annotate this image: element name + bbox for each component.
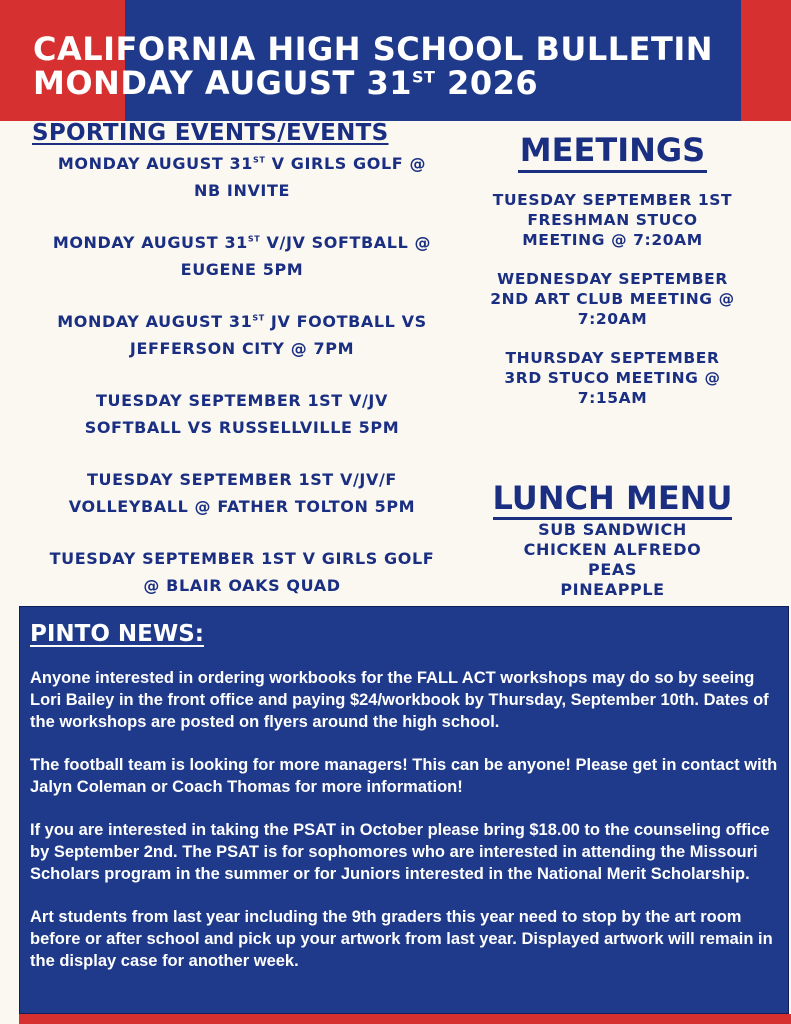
event-item: MONDAY AUGUST 31ST JV FOOTBALL VS JEFFERSON CITY @ 7PM <box>57 312 427 358</box>
event-item: TUESDAY SEPTEMBER 1ST V/JV/F VOLLEYBALL @ FATHER TOLTON 5PM <box>68 470 416 516</box>
event-item: TUESDAY SEPTEMBER 1ST V/JV SOFTBALL VS RUSSELLVILLE 5PM <box>84 391 400 437</box>
meetings-lunch-column <box>470 130 755 600</box>
header-red-block-right <box>741 0 791 121</box>
bulletin-header <box>0 0 791 121</box>
lunch-menu-heading: LUNCH MENU <box>493 479 733 520</box>
event-item: MONDAY AUGUST 31ST V/JV SOFTBALL @ EUGENE 5PM <box>52 233 432 279</box>
pinto-news-box <box>19 606 789 1014</box>
pinto-news-body <box>30 667 780 993</box>
lunch-menu-item: SUB SANDWICH <box>538 520 687 539</box>
lunch-menu-item: PEAS <box>588 560 637 579</box>
pinto-news-heading: PINTO NEWS: <box>30 621 205 647</box>
news-paragraph: Art students from last year including the 9th graders this year need to stop by the art room before or after school and pick up your artwork from last year. Displayed artwork will remain in the display case for another week. <box>30 908 773 970</box>
lunch-menu-item: PINEAPPLE <box>560 580 665 599</box>
news-paragraph: If you are interested in taking the PSAT in October please bring $18.00 to the counseling office by September 2nd. The PSAT is for sophomores who are interested in attending the Missouri Scholars program in the summer or for Juniors interested in the National Merit Scholarship. <box>30 821 770 883</box>
sporting-events-section <box>12 120 472 624</box>
news-paragraph: Anyone interested in ordering workbooks for the FALL ACT workshops may do so by seeing Lori Bailey in the front office and paying $24/workbook by Thursday, September 10th. Dates of the workshops are posted on flyers around the high school. <box>30 669 769 731</box>
news-paragraph: The football team is looking for more managers! This can be anyone! Please get in contact with Jalyn Coleman or Coach Thomas for more information! <box>30 756 778 796</box>
lunch-menu-item: CHICKEN ALFREDO <box>523 540 702 559</box>
meeting-item: THURSDAY SEPTEMBER 3RD STUCO MEETING @ 7:15AM <box>504 349 721 407</box>
event-item: MONDAY AUGUST 31ST V GIRLS GOLF @ NB INVITE <box>57 154 427 200</box>
bulletin-date: MONDAY AUGUST 31ST 2026 <box>33 64 539 102</box>
meeting-item: TUESDAY SEPTEMBER 1ST FRESHMAN STUCO MEETING @ 7:20AM <box>492 191 733 249</box>
meetings-heading: MEETINGS <box>518 130 707 173</box>
meeting-item: WEDNESDAY SEPTEMBER 2ND ART CLUB MEETING @ 7:20AM <box>490 270 735 328</box>
sporting-events-heading: SPORTING EVENTS/EVENTS <box>32 120 389 146</box>
bulletin-title: CALIFORNIA HIGH SCHOOL BULLETIN <box>33 30 713 68</box>
event-item: TUESDAY SEPTEMBER 1ST V GIRLS GOLF @ BLAIR OAKS QUAD <box>49 549 435 595</box>
footer-red-strip <box>19 1014 791 1024</box>
